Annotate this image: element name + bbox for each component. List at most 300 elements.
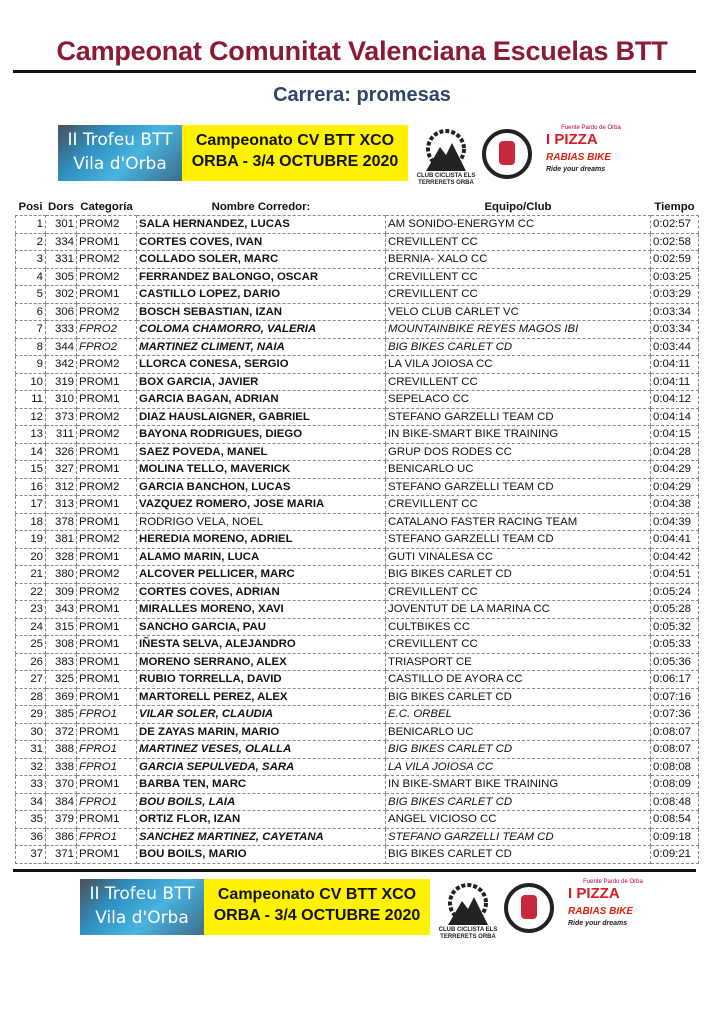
table-row <box>16 408 699 426</box>
table-row <box>16 426 699 444</box>
cell-categoria: PROM2 <box>77 583 137 601</box>
cell-nombre: CORTES COVES, IVAN <box>137 233 386 251</box>
table-row <box>16 671 699 689</box>
cell-posicion: 21 <box>16 566 46 584</box>
cell-tiempo: 0:03:34 <box>651 303 699 321</box>
cell-nombre: GARCIA BAGAN, ADRIAN <box>137 391 386 409</box>
cell-tiempo: 0:03:44 <box>651 338 699 356</box>
table-row <box>16 723 699 741</box>
cell-nombre: LLORCA CONESA, SERGIO <box>137 356 386 374</box>
cell-dorsal: 309 <box>46 583 77 601</box>
pizza-small-text: Fuente Pardo de Orba <box>561 125 621 131</box>
cell-posicion: 13 <box>16 426 46 444</box>
table-row <box>16 846 699 864</box>
cell-equipo: GRUP DOS RODES CC <box>386 443 651 461</box>
cell-nombre: IÑESTA SELVA, ALEJANDRO <box>137 636 386 654</box>
cell-categoria: FPRO1 <box>77 706 137 724</box>
cell-equipo: JOVENTUT DE LA MARINA CC <box>386 601 651 619</box>
table-row <box>16 321 699 339</box>
table-row <box>16 373 699 391</box>
cell-categoria: PROM1 <box>77 233 137 251</box>
table-row <box>16 618 699 636</box>
table-row <box>16 793 699 811</box>
title-divider <box>13 70 696 73</box>
cell-equipo: BIG BIKES CARLET CD <box>386 688 651 706</box>
cell-dorsal: 334 <box>46 233 77 251</box>
cell-nombre: VILAR SOLER, CLAUDIA <box>137 706 386 724</box>
pizza-text: I PIZZA <box>546 131 598 148</box>
bike-text: RABIAS BIKE <box>546 152 612 163</box>
event-name: Campeonato CV BTT XCO <box>195 132 395 149</box>
cell-categoria: PROM2 <box>77 216 137 234</box>
cell-equipo: BIG BIKES CARLET CD <box>386 741 651 759</box>
cell-tiempo: 0:03:29 <box>651 286 699 304</box>
sponsor-banner-bottom <box>80 875 660 940</box>
cell-posicion: 33 <box>16 776 46 794</box>
cell-equipo: CATALANO FASTER RACING TEAM <box>386 513 651 531</box>
cell-nombre: CASTILLO LOPEZ, DARIO <box>137 286 386 304</box>
club-ciclista-logo-icon <box>414 123 478 173</box>
cell-categoria: PROM1 <box>77 443 137 461</box>
cell-categoria: PROM2 <box>77 478 137 496</box>
cell-dorsal: 380 <box>46 566 77 584</box>
bike-tagline: Ride your dreams <box>546 166 606 173</box>
cell-tiempo: 0:02:59 <box>651 251 699 269</box>
cell-equipo: LA VILA JOIOSA CC <box>386 758 651 776</box>
table-row <box>16 741 699 759</box>
cell-dorsal: 302 <box>46 286 77 304</box>
bike-tagline: Ride your dreams <box>568 920 628 927</box>
cell-equipo: CREVILLENT CC <box>386 373 651 391</box>
cell-equipo: BIG BIKES CARLET CD <box>386 566 651 584</box>
cell-dorsal: 344 <box>46 338 77 356</box>
cell-nombre: COLOMA CHAMORRO, VALERIA <box>137 321 386 339</box>
cell-equipo: BIG BIKES CARLET CD <box>386 846 651 864</box>
cell-tiempo: 0:08:07 <box>651 741 699 759</box>
cell-posicion: 22 <box>16 583 46 601</box>
cell-categoria: FPRO1 <box>77 828 137 846</box>
cell-equipo: E.C. ORBEL <box>386 706 651 724</box>
club-ciclista-logo <box>436 877 500 939</box>
cell-posicion: 7 <box>16 321 46 339</box>
cell-dorsal: 333 <box>46 321 77 339</box>
cell-nombre: SALA HERNANDEZ, LUCAS <box>137 216 386 234</box>
cell-dorsal: 386 <box>46 828 77 846</box>
cell-categoria: FPRO2 <box>77 321 137 339</box>
cell-tiempo: 0:04:29 <box>651 478 699 496</box>
cell-categoria: PROM2 <box>77 408 137 426</box>
cell-dorsal: 378 <box>46 513 77 531</box>
cell-equipo: CREVILLENT CC <box>386 268 651 286</box>
cell-posicion: 5 <box>16 286 46 304</box>
page-title: Campeonat Comunitat Valenciana Escuelas BTT <box>56 36 668 66</box>
table-row <box>16 338 699 356</box>
cell-tiempo: 0:04:15 <box>651 426 699 444</box>
table-row <box>16 513 699 531</box>
cell-dorsal: 371 <box>46 846 77 864</box>
table-row <box>16 461 699 479</box>
cell-equipo: VELO CLUB CARLET VC <box>386 303 651 321</box>
cell-dorsal: 326 <box>46 443 77 461</box>
cell-tiempo: 0:05:32 <box>651 618 699 636</box>
table-row <box>16 688 699 706</box>
cell-tiempo: 0:05:28 <box>651 601 699 619</box>
cell-equipo: GUTI VINALESA CC <box>386 548 651 566</box>
cell-posicion: 1 <box>16 216 46 234</box>
cell-posicion: 10 <box>16 373 46 391</box>
cell-categoria: PROM2 <box>77 356 137 374</box>
table-row <box>16 548 699 566</box>
cell-nombre: BOU BOILS, MARIO <box>137 846 386 864</box>
cell-equipo: CULTBIKES CC <box>386 618 651 636</box>
cell-equipo: BIG BIKES CARLET CD <box>386 338 651 356</box>
cell-nombre: MORENO SERRANO, ALEX <box>137 653 386 671</box>
cell-nombre: SANCHO GARCIA, PAU <box>137 618 386 636</box>
table-row <box>16 356 699 374</box>
cell-nombre: BOX GARCIA, JAVIER <box>137 373 386 391</box>
cell-posicion: 23 <box>16 601 46 619</box>
cell-nombre: VAZQUEZ ROMERO, JOSE MARIA <box>137 496 386 514</box>
bike-text: RABIAS BIKE <box>568 906 634 917</box>
cell-categoria: PROM1 <box>77 618 137 636</box>
cell-tiempo: 0:08:48 <box>651 793 699 811</box>
col-header-dors: Dors <box>48 200 74 213</box>
cell-posicion: 32 <box>16 758 46 776</box>
table-row <box>16 776 699 794</box>
cell-equipo: CASTILLO DE AYORA CC <box>386 671 651 689</box>
trofeu-line-2: Vila d'Orba <box>95 908 189 928</box>
cell-posicion: 11 <box>16 391 46 409</box>
cell-categoria: PROM1 <box>77 286 137 304</box>
cell-nombre: DIAZ HAUSLAIGNER, GABRIEL <box>137 408 386 426</box>
cell-categoria: FPRO1 <box>77 793 137 811</box>
table-row <box>16 478 699 496</box>
cell-nombre: MIRALLES MORENO, XAVI <box>137 601 386 619</box>
cell-dorsal: 381 <box>46 531 77 549</box>
cell-tiempo: 0:05:33 <box>651 636 699 654</box>
cell-posicion: 29 <box>16 706 46 724</box>
table-row <box>16 391 699 409</box>
cell-nombre: CORTES COVES, ADRIAN <box>137 583 386 601</box>
cell-dorsal: 301 <box>46 216 77 234</box>
cell-tiempo: 0:04:29 <box>651 461 699 479</box>
cell-categoria: PROM1 <box>77 846 137 864</box>
cell-posicion: 20 <box>16 548 46 566</box>
cell-nombre: SANCHEZ MARTINEZ, CAYETANA <box>137 828 386 846</box>
cell-dorsal: 312 <box>46 478 77 496</box>
cell-dorsal: 327 <box>46 461 77 479</box>
cell-tiempo: 0:06:17 <box>651 671 699 689</box>
cell-posicion: 6 <box>16 303 46 321</box>
table-row <box>16 601 699 619</box>
pizza-text: I PIZZA <box>568 885 620 902</box>
cell-posicion: 18 <box>16 513 46 531</box>
sponsor-pizza-logo <box>546 125 636 174</box>
cell-dorsal: 331 <box>46 251 77 269</box>
cell-nombre: SAEZ POVEDA, MANEL <box>137 443 386 461</box>
table-row <box>16 303 699 321</box>
cell-posicion: 8 <box>16 338 46 356</box>
cell-posicion: 15 <box>16 461 46 479</box>
cell-tiempo: 0:09:21 <box>651 846 699 864</box>
col-header-nombre: Nombre Corredor: <box>211 200 311 213</box>
cell-dorsal: 319 <box>46 373 77 391</box>
cell-categoria: PROM1 <box>77 461 137 479</box>
cell-categoria: PROM1 <box>77 811 137 829</box>
cell-categoria: PROM1 <box>77 723 137 741</box>
cell-posicion: 4 <box>16 268 46 286</box>
cell-nombre: FERRANDEZ BALONGO, OSCAR <box>137 268 386 286</box>
cell-dorsal: 373 <box>46 408 77 426</box>
cell-tiempo: 0:04:39 <box>651 513 699 531</box>
cell-categoria: PROM1 <box>77 776 137 794</box>
trofeu-logo <box>58 125 182 181</box>
cell-equipo: BIG BIKES CARLET CD <box>386 793 651 811</box>
cell-dorsal: 384 <box>46 793 77 811</box>
cell-categoria: PROM2 <box>77 303 137 321</box>
cell-posicion: 37 <box>16 846 46 864</box>
bike-sponsor-logo <box>568 906 658 928</box>
table-row <box>16 653 699 671</box>
bike-sponsor-logo <box>546 152 636 174</box>
cell-equipo: SEPELACO CC <box>386 391 651 409</box>
cell-categoria: PROM1 <box>77 636 137 654</box>
cell-tiempo: 0:04:51 <box>651 566 699 584</box>
cell-dorsal: 308 <box>46 636 77 654</box>
cell-categoria: FPRO1 <box>77 741 137 759</box>
cell-nombre: MOLINA TELLO, MAVERICK <box>137 461 386 479</box>
cell-nombre: BAYONA RODRIGUES, DIEGO <box>137 426 386 444</box>
trofeu-line-2: Vila d'Orba <box>73 154 167 174</box>
cell-dorsal: 315 <box>46 618 77 636</box>
cell-posicion: 34 <box>16 793 46 811</box>
cell-posicion: 30 <box>16 723 46 741</box>
cell-equipo: STEFANO GARZELLI TEAM CD <box>386 531 651 549</box>
table-row <box>16 251 699 269</box>
trofeu-line-1: II Trofeu BTT <box>89 884 195 904</box>
cell-categoria: PROM1 <box>77 373 137 391</box>
cell-posicion: 12 <box>16 408 46 426</box>
cell-categoria: PROM2 <box>77 268 137 286</box>
cell-nombre: MARTINEZ VESES, OLALLA <box>137 741 386 759</box>
table-row <box>16 268 699 286</box>
cell-dorsal: 383 <box>46 653 77 671</box>
cell-tiempo: 0:04:28 <box>651 443 699 461</box>
col-header-posi: Posi <box>18 200 43 213</box>
cell-categoria: PROM1 <box>77 653 137 671</box>
cell-tiempo: 0:09:18 <box>651 828 699 846</box>
cell-tiempo: 0:04:41 <box>651 531 699 549</box>
club-ciclista-logo-icon <box>436 877 500 927</box>
cell-categoria: PROM2 <box>77 251 137 269</box>
table-row <box>16 583 699 601</box>
event-banner <box>204 879 430 935</box>
cell-tiempo: 0:04:11 <box>651 356 699 374</box>
cell-equipo: MOUNTAINBIKE REYES MAGOS IBI <box>386 321 651 339</box>
cell-nombre: MARTINEZ CLIMENT, NAIA <box>137 338 386 356</box>
cell-equipo: CREVILLENT CC <box>386 583 651 601</box>
cell-tiempo: 0:08:08 <box>651 758 699 776</box>
table-row <box>16 216 699 234</box>
cell-nombre: DE ZAYAS MARIN, MARIO <box>137 723 386 741</box>
cell-dorsal: 379 <box>46 811 77 829</box>
cell-nombre: BOSCH SEBASTIAN, IZAN <box>137 303 386 321</box>
event-date: ORBA - 3/4 OCTUBRE 2020 <box>191 153 399 170</box>
cell-posicion: 16 <box>16 478 46 496</box>
cell-tiempo: 0:07:36 <box>651 706 699 724</box>
cell-dorsal: 305 <box>46 268 77 286</box>
cell-dorsal: 372 <box>46 723 77 741</box>
cell-tiempo: 0:04:38 <box>651 496 699 514</box>
cell-categoria: FPRO1 <box>77 758 137 776</box>
club-logo-text: CLUB CICLISTA ELS TERRERETS ORBA <box>438 927 498 940</box>
cell-tiempo: 0:05:24 <box>651 583 699 601</box>
cell-tiempo: 0:03:25 <box>651 268 699 286</box>
table-row <box>16 758 699 776</box>
table-row <box>16 566 699 584</box>
cell-categoria: PROM1 <box>77 601 137 619</box>
cell-nombre: RUBIO TORRELLA, DAVID <box>137 671 386 689</box>
table-row <box>16 286 699 304</box>
cell-dorsal: 313 <box>46 496 77 514</box>
cell-tiempo: 0:04:11 <box>651 373 699 391</box>
results-body <box>16 216 699 864</box>
col-header-equipo: Equipo/Club <box>484 200 552 213</box>
club-ciclista-logo <box>414 123 478 185</box>
cell-equipo: STEFANO GARZELLI TEAM CD <box>386 828 651 846</box>
cell-equipo: STEFANO GARZELLI TEAM CD <box>386 478 651 496</box>
cell-nombre: GARCIA BANCHON, LUCAS <box>137 478 386 496</box>
cell-equipo: IN BIKE-SMART BIKE TRAINING <box>386 776 651 794</box>
cell-dorsal: 328 <box>46 548 77 566</box>
trofeu-logo <box>80 879 204 935</box>
event-date: ORBA - 3/4 OCTUBRE 2020 <box>213 907 421 924</box>
cell-nombre: BOU BOILS, LAIA <box>137 793 386 811</box>
cell-posicion: 35 <box>16 811 46 829</box>
cell-equipo: CREVILLENT CC <box>386 233 651 251</box>
cell-posicion: 26 <box>16 653 46 671</box>
event-banner <box>182 125 408 181</box>
cell-posicion: 2 <box>16 233 46 251</box>
cell-tiempo: 0:02:58 <box>651 233 699 251</box>
race-subtitle: Carrera: promesas <box>273 84 451 106</box>
cell-categoria: PROM1 <box>77 496 137 514</box>
cell-posicion: 19 <box>16 531 46 549</box>
cell-posicion: 27 <box>16 671 46 689</box>
cell-equipo: IN BIKE-SMART BIKE TRAINING <box>386 426 651 444</box>
cell-posicion: 14 <box>16 443 46 461</box>
col-header-categoria: Categoría <box>80 200 133 213</box>
cell-categoria: PROM1 <box>77 671 137 689</box>
cell-equipo: BENICARLO UC <box>386 461 651 479</box>
table-row <box>16 636 699 654</box>
federation-seal-icon <box>482 129 532 179</box>
cell-equipo: STEFANO GARZELLI TEAM CD <box>386 408 651 426</box>
sponsor-banner-top <box>58 121 638 186</box>
cell-categoria: PROM2 <box>77 531 137 549</box>
cell-nombre: BARBA TEN, MARC <box>137 776 386 794</box>
cell-posicion: 28 <box>16 688 46 706</box>
col-header-tiempo: Tiempo <box>654 200 695 213</box>
cell-equipo: BERNIA- XALO CC <box>386 251 651 269</box>
cell-equipo: BENICARLO UC <box>386 723 651 741</box>
cell-categoria: FPRO2 <box>77 338 137 356</box>
cell-posicion: 3 <box>16 251 46 269</box>
cell-tiempo: 0:08:09 <box>651 776 699 794</box>
cell-nombre: RODRIGO VELA, NOEL <box>137 513 386 531</box>
cell-tiempo: 0:08:54 <box>651 811 699 829</box>
table-row <box>16 233 699 251</box>
table-row <box>16 706 699 724</box>
cell-dorsal: 311 <box>46 426 77 444</box>
cell-tiempo: 0:03:34 <box>651 321 699 339</box>
table-row <box>16 496 699 514</box>
federation-seal-icon <box>504 883 554 933</box>
cell-equipo: AM SONIDO-ENERGYM CC <box>386 216 651 234</box>
cell-dorsal: 325 <box>46 671 77 689</box>
cell-dorsal: 342 <box>46 356 77 374</box>
cell-equipo: CREVILLENT CC <box>386 286 651 304</box>
cell-dorsal: 369 <box>46 688 77 706</box>
cell-nombre: HEREDIA MORENO, ADRIEL <box>137 531 386 549</box>
trofeu-line-1: II Trofeu BTT <box>67 130 173 150</box>
cell-equipo: ANGEL VICIOSO CC <box>386 811 651 829</box>
cell-tiempo: 0:04:14 <box>651 408 699 426</box>
cell-posicion: 17 <box>16 496 46 514</box>
cell-posicion: 25 <box>16 636 46 654</box>
cell-tiempo: 0:05:36 <box>651 653 699 671</box>
cell-tiempo: 0:02:57 <box>651 216 699 234</box>
cell-tiempo: 0:07:16 <box>651 688 699 706</box>
cell-posicion: 9 <box>16 356 46 374</box>
cell-dorsal: 343 <box>46 601 77 619</box>
cell-equipo: TRIASPORT CE <box>386 653 651 671</box>
footer-divider <box>13 869 696 872</box>
cell-nombre: ALAMO MARIN, LUCA <box>137 548 386 566</box>
cell-tiempo: 0:08:07 <box>651 723 699 741</box>
cell-dorsal: 388 <box>46 741 77 759</box>
cell-dorsal: 306 <box>46 303 77 321</box>
cell-equipo: CREVILLENT CC <box>386 496 651 514</box>
cell-tiempo: 0:04:42 <box>651 548 699 566</box>
table-row <box>16 531 699 549</box>
cell-dorsal: 310 <box>46 391 77 409</box>
results-table <box>15 198 699 864</box>
cell-nombre: GARCIA SEPULVEDA, SARA <box>137 758 386 776</box>
cell-categoria: PROM1 <box>77 688 137 706</box>
cell-posicion: 36 <box>16 828 46 846</box>
table-row <box>16 443 699 461</box>
cell-tiempo: 0:04:12 <box>651 391 699 409</box>
cell-categoria: PROM1 <box>77 548 137 566</box>
cell-categoria: PROM1 <box>77 513 137 531</box>
cell-nombre: COLLADO SOLER, MARC <box>137 251 386 269</box>
cell-posicion: 24 <box>16 618 46 636</box>
table-row <box>16 828 699 846</box>
cell-categoria: PROM2 <box>77 566 137 584</box>
cell-equipo: LA VILA JOIOSA CC <box>386 356 651 374</box>
cell-categoria: PROM1 <box>77 391 137 409</box>
cell-posicion: 31 <box>16 741 46 759</box>
cell-nombre: ORTIZ FLOR, IZAN <box>137 811 386 829</box>
cell-dorsal: 338 <box>46 758 77 776</box>
cell-equipo: CREVILLENT CC <box>386 636 651 654</box>
cell-categoria: PROM2 <box>77 426 137 444</box>
event-name: Campeonato CV BTT XCO <box>217 886 417 903</box>
pizza-small-text: Fuente Pardo de Orba <box>583 879 643 885</box>
club-logo-text: CLUB CICLISTA ELS TERRERETS ORBA <box>416 173 476 186</box>
sponsor-pizza-logo <box>568 879 658 928</box>
